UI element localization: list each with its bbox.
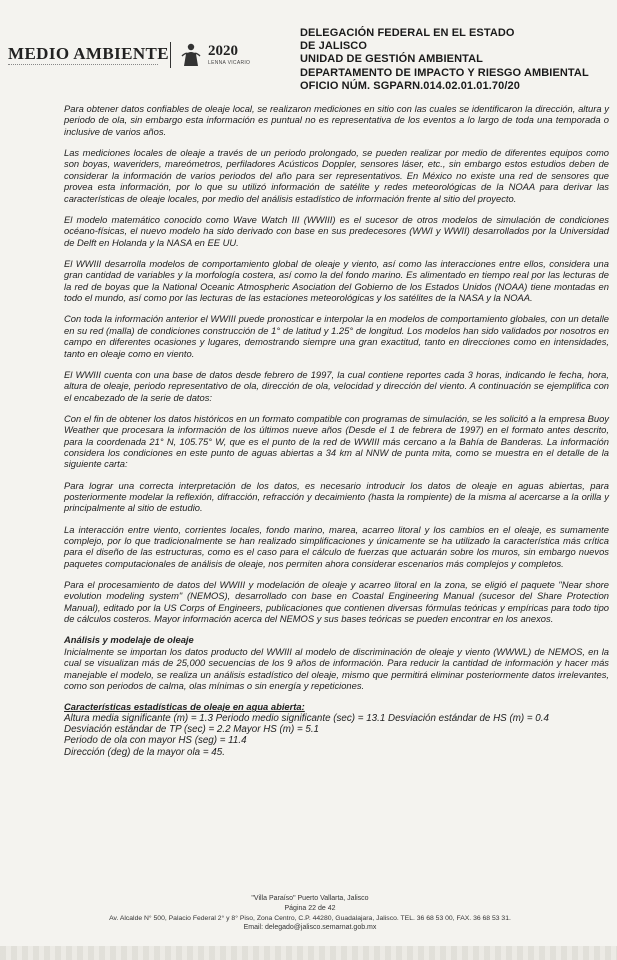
letterhead <box>0 0 617 100</box>
office-number: OFICIO NÚM. SGPARN.014.02.01.01.70/20 <box>300 79 520 92</box>
paragraph: Para el procesamiento de datos del WWIII y modelación de oleaje y acarreo litoral en la zona, se eligió el paquete "Near shore evolution modeling system" (NEMOS), desarrollado con base en Coastal Engineering Manual (sucesor del Share Protection Manual), editado por la US Corps of Engineers, publicaciones que contienen diversas fórmulas teóricas y empíricas para todo tipo de cálculos costeros. Mayor información acerca del NEMOS y sus bases teóricas se pueden encontrar en los anexos. <box>64 578 609 625</box>
paragraph: Para lograr una correcta interpretación de los datos, es necesario introducir los datos de oleaje en aguas abiertas, para posteriormente modelar la reflexión, difracción, refracción y decaimiento (hasta la rompiente) de la misma al acercarse a la orilla y principalmente al sitio de estudio. <box>64 479 609 514</box>
office-line: DEPARTAMENTO DE IMPACTO Y RIESGO AMBIENTAL <box>300 66 589 79</box>
document-body <box>64 103 609 758</box>
emblem-icon <box>180 42 202 68</box>
office-line: DELEGACIÓN FEDERAL EN EL ESTADO <box>300 27 515 39</box>
office-heading <box>300 27 612 93</box>
page-footer <box>40 894 580 933</box>
section-heading: Análisis y modelaje de oleaje <box>64 634 194 646</box>
stats-heading: Características estadísticas de oleaje en agua abierta: <box>64 701 305 713</box>
office-line: DE JALISCO <box>300 40 368 53</box>
stats-line: Dirección (deg) de la mayor ola = 45. <box>64 746 225 758</box>
footer-place: "Villa Paraíso" Puerto Vallarta, Jalisco <box>251 895 369 902</box>
section-paragraph: Inicialmente se importan los datos producto del WWIII al modelo de discriminación de oleaje y viento (WWWL) de NEMOS, en la cual se visualizan más de 25,000 secuencias de los 9 años de información. Para reducir la cantidad de información y hacer más manejable el modelo, se realiza un análisis estadístico del oleaje, mismo que permitirá eliminar posteriormente datos irrelevantes, como son periodos de calma, olas mínimas o sin energía y repeticiones. <box>64 645 609 692</box>
stats-line: Periodo de ola con mayor HS (seg) = 11.4 <box>64 735 247 747</box>
page-edge <box>0 946 617 960</box>
logo-person: LENNA VICARIO <box>208 60 251 66</box>
paragraph: El modelo matemático conocido como Wave Watch III (WWIII) es el sucesor de otros modelos de simulación de condiciones océano-físicas, el nuevo modelo ha sido derivado con base en sus predecesores (WWI y WWII) desarrollados por la Universidad de Delft en Holanda y la NASA en EE UU. <box>64 213 609 248</box>
footer-address: Av. Alcalde N° 500, Palacio Federal 2° y 8° Piso, Zona Centro, C.P. 44280, Guadalajara, Jalisco. TEL. 36 68 53 00, FAX. 36 68 53 31. <box>109 914 511 922</box>
logo-separator <box>170 42 171 68</box>
paragraph: Las mediciones locales de oleaje a través de un periodo prolongado, se pueden realizar por medio de diferentes equipos como son boyas, waveriders, mareómetros, perfiladores Acústicos Doppler, sensores láser, etc., sin embargo estos estudios deben de considerar la información de varios periodos del año para ser representativos. En México no existe una red de sensores que provea esta información, por lo que su utilizó información de satélite y redes meteorológicas de la NOAA para derivar las características de oleaje locales, por medio del análisis estadístico de información frente al sitio del proyecto. <box>64 147 609 204</box>
paragraph: Con toda la información anterior el WWIII puede pronosticar e interpolar la en modelos de comportamiento globales, con un detalle en su red (malla) de condiciones construcción de 1° de latitud y 1.25° de longitud. Los modelos han sido validados por nosotros en campo en diferentes ocasiones y lugares, demostrando siempre una gran exactitud, tanto en direcciones como en intensidades, tanto en oleaje como en viento. <box>64 313 609 359</box>
logo-text: MEDIO AMBIENTE <box>8 44 169 63</box>
stats-line: Desviación estándar de TP (sec) = 2.2 Mayor HS (m) = 5.1 <box>64 724 320 736</box>
paragraph: La interacción entre viento, corrientes locales, fondo marino, marea, acarreo litoral y los cambios en el oleaje, es sumamente complejo, por lo que tradicionalmente se han realizado simplificaciones y únicamente se ha utilizado la característica más crítica para el diseño de las estructuras, como es el caso para el cálculo de fuerzas que actuarán sobre los muros, sin embargo nuevos paquetes computacionales de análisis de oleaje, nos permiten ahora considerar escenarios más complejos y completos. <box>64 523 609 569</box>
logo-underline <box>8 64 158 67</box>
paragraph: El WWIII desarrolla modelos de comportamiento global de oleaje y viento, así como las interacciones entre ellos, considera una gran cantidad de variables y la morfología costera, así como la del fondo marino. Es alimentado en tiempo real por las lecturas de la red de boyas que la National Oceanic Atmospheric Asociation del Gobierno de los Estados Unidos (NOAA) tiene montadas en todo el mundo, así como por las lecturas de las estaciones meteorológicas y los satélites de la NASA y la NOAA. <box>64 257 609 304</box>
page-number: Página 22 de 42 <box>284 904 336 912</box>
stats-list <box>64 713 609 759</box>
stats-line: Altura media significante (m) = 1.3 Periodo medio significante (sec) = 13.1 Desviación estándar de HS (m) = 0.4 <box>64 712 549 724</box>
medio-ambiente-logo <box>8 42 293 72</box>
paragraph: Para obtener datos confiables de oleaje local, se realizaron mediciones en sitio con las cuales se identificaron la dirección, altura y periodo de ola, sin embargo esta información es puntual no es representativa de los eventos a lo largo de toda una temporada o inclusive de varios años. <box>64 103 609 137</box>
footer-email: Email: delegado@jalisco.semarnat.gob.mx <box>243 924 377 932</box>
logo-year: 2020 <box>208 43 238 59</box>
office-line: UNIDAD DE GESTIÓN AMBIENTAL <box>300 53 483 66</box>
paragraph: Con el fin de obtener los datos históricos en un formato compatible con programas de simulación, se les solicitó a la empresa Buoy Weather que procesara la información de los últimos nueve años (Desde el 1 de febrera de 1997) en el formato antes descrito, para la coordenada 21° N, 105.75° W, que es el punto de la red de WWIII más cercano a la Bahía de Banderas. La información considera los condiciones en este punto de aguas abiertas a 34 km al NNW de punta mita, como se muestra en el detalle de la siguiente carta: <box>64 412 609 470</box>
paragraph: El WWIII cuenta con una base de datos desde febrero de 1997, la cual contiene reportes cada 3 horas, indicando le fecha, hora, altura de oleaje, periodo representativo de ola, dirección de ola, velocidad y dirección del viento. A continuación se ejemplifica con el encabezado de la serie de datos: <box>64 368 609 403</box>
